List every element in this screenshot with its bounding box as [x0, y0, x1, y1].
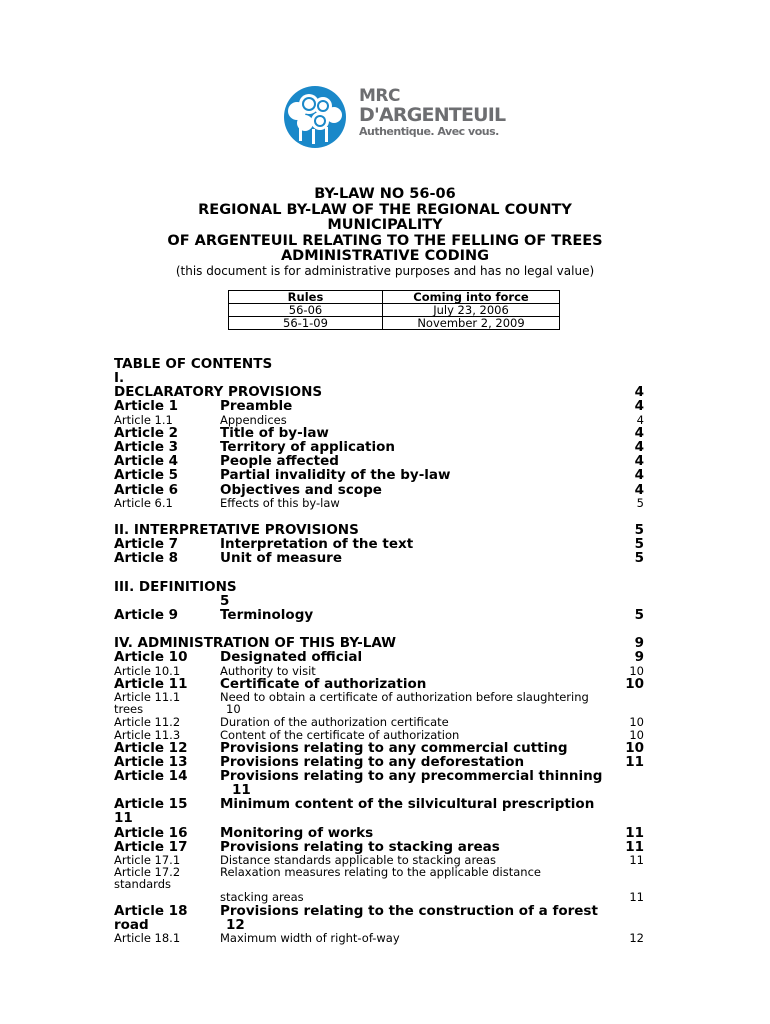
- title-line-5: ADMINISTRATIVE CODING: [280, 248, 490, 264]
- rule-date: July 23, 2006: [383, 304, 560, 317]
- bylaw-number: BY-LAW NO 56-06: [314, 186, 456, 202]
- title-line-4: OF ARGENTEUIL RELATING TO THE FELLING OF TREES: [167, 233, 603, 249]
- rule-date: November 2, 2009: [383, 317, 560, 330]
- logo-line-argenteuil: D'ARGENTEUIL: [359, 104, 506, 126]
- title-line-2: REGIONAL BY-LAW OF THE REGIONAL COUNTY: [198, 202, 572, 218]
- logo-tagline: Authentique. Avec vous.: [359, 125, 499, 138]
- table-of-contents: TABLE OF CONTENTS I. DECLARATORY PROVISIONS 4 Article 1 Preamble 4 Article 1.1 Appendices 4 Article 2 Title of by-law 4 Article 3 Territory of application 4 Article 4 People affected 4 Article 5 Partial invalidity of the by-law 4 Article 6 Objectives and scope 4 Article 6.1 Effects of this by-law 5 II. INTERPRETATIVE PROVISIONS 5 Article 7 Interpretation of the text 5 Article 8 Unit of measure 5 III. DEFINITIONS 5 Article 9 Terminology 5 IV. ADMINISTRATION OF THIS BY-LAW 9 Article 10 Designated official 9 Article 10.1 Authority to visit 10 Article 11 Certificate of authorization 10 Article 11.1 Need to obtain a certificate of authorization before slaughtering trees 10 Article 11.2 Duration of the authorization certificate 10 Article 11.3 Content of the certificate of authorization 10 Article 12 Provisions relating to any commercial cutting 10 Article 13 Provisions relating to any deforestation 11 Article 14 Provisions relating to any precommercial thinning 11 Article 15 Minimum content of the silvicultural prescription 11 Article 16 Monitoring of works 11 Article 17 Provisions relating to stacking areas 11 Article 17.1 Distance standards applicable to stacking areas 11 Article 17.2 Relaxation measures relating to the applicable distance standards stacking areas 11 Article 18 Provisions relating to the construction of a forest road 12 Article 18.1 Maximum width of right-of-way 12: [114, 356, 644, 945]
- legal-disclaimer: (this document is for administrative purposes and has no legal value): [175, 264, 595, 278]
- rule-number: 56-1-09: [229, 317, 383, 330]
- rule-number: 56-06: [229, 304, 383, 317]
- coming-into-force-header: Coming into force: [383, 291, 560, 304]
- title-line-3: MUNICIPALITY: [327, 217, 443, 233]
- logo-line-mrc: MRC: [359, 86, 400, 106]
- rules-header: Rules: [229, 291, 383, 304]
